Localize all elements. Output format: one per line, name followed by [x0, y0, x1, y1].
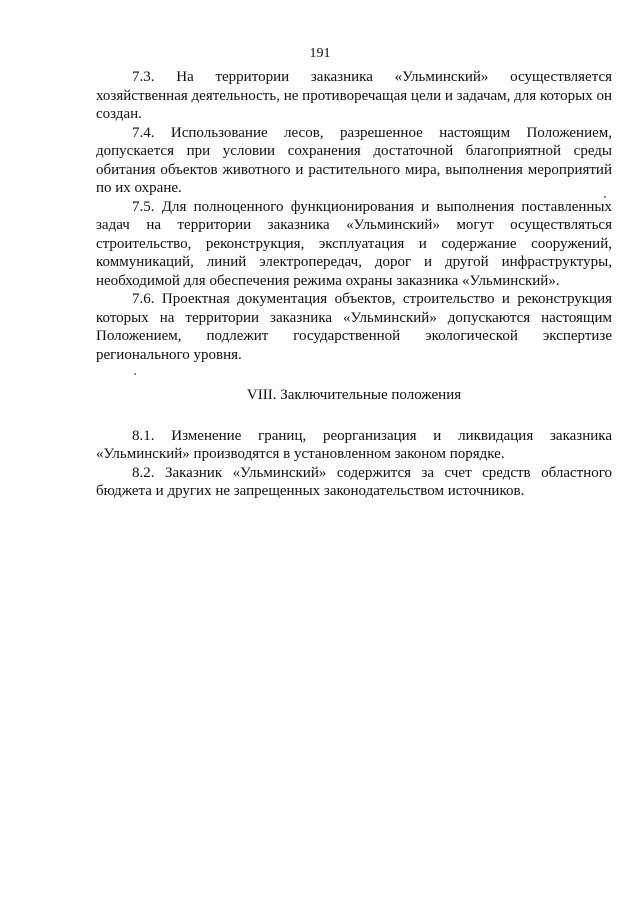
paragraph-7-5: 7.5. Для полноценного функционирования и выполнения поставленных задач на территории заказника «Ульминский» могут осуществляться строительство, реконструкция, эксплуатация и содержание сооружений, коммуникаций, линий электропередач, дорог и другой инфраструктуры, необходимой для обеспечения режима охраны заказника «Ульминский».	[96, 198, 612, 289]
scan-speck	[604, 196, 606, 198]
scan-speck	[134, 373, 136, 375]
paragraph-8-1: 8.1. Изменение границ, реорганизация и ликвидация заказника «Ульминский» производятся в установленном законом порядке.	[96, 427, 612, 462]
paragraph-7-6: 7.6. Проектная документация объектов, строительство и реконструкция которых на территории заказника «Ульминский» допускаются настоящим Положением, подлежит государственной экологической экспертизе регионального уровня.	[96, 291, 612, 363]
page-number: 191	[309, 46, 331, 61]
section-8-heading: VIII. Заключительные положения	[246, 387, 462, 403]
document-body	[96, 68, 612, 501]
paragraph-7-3: 7.3. На территории заказника «Ульминский» осуществляется хозяйственная деятельность, не противоречащая цели и задачам, для которых он создан.	[96, 69, 612, 122]
paragraph-8-2: 8.2. Заказник «Ульминский» содержится за счет средств областного бюджета и других не запрещенных законодательством источников.	[96, 464, 612, 499]
paragraph-7-4: 7.4. Использование лесов, разрешенное настоящим Положением, допускается при условии сохранения достаточной благоприятной среды обитания объектов животного и растительного мира, выполнения мероприятий по их охране.	[96, 124, 612, 196]
